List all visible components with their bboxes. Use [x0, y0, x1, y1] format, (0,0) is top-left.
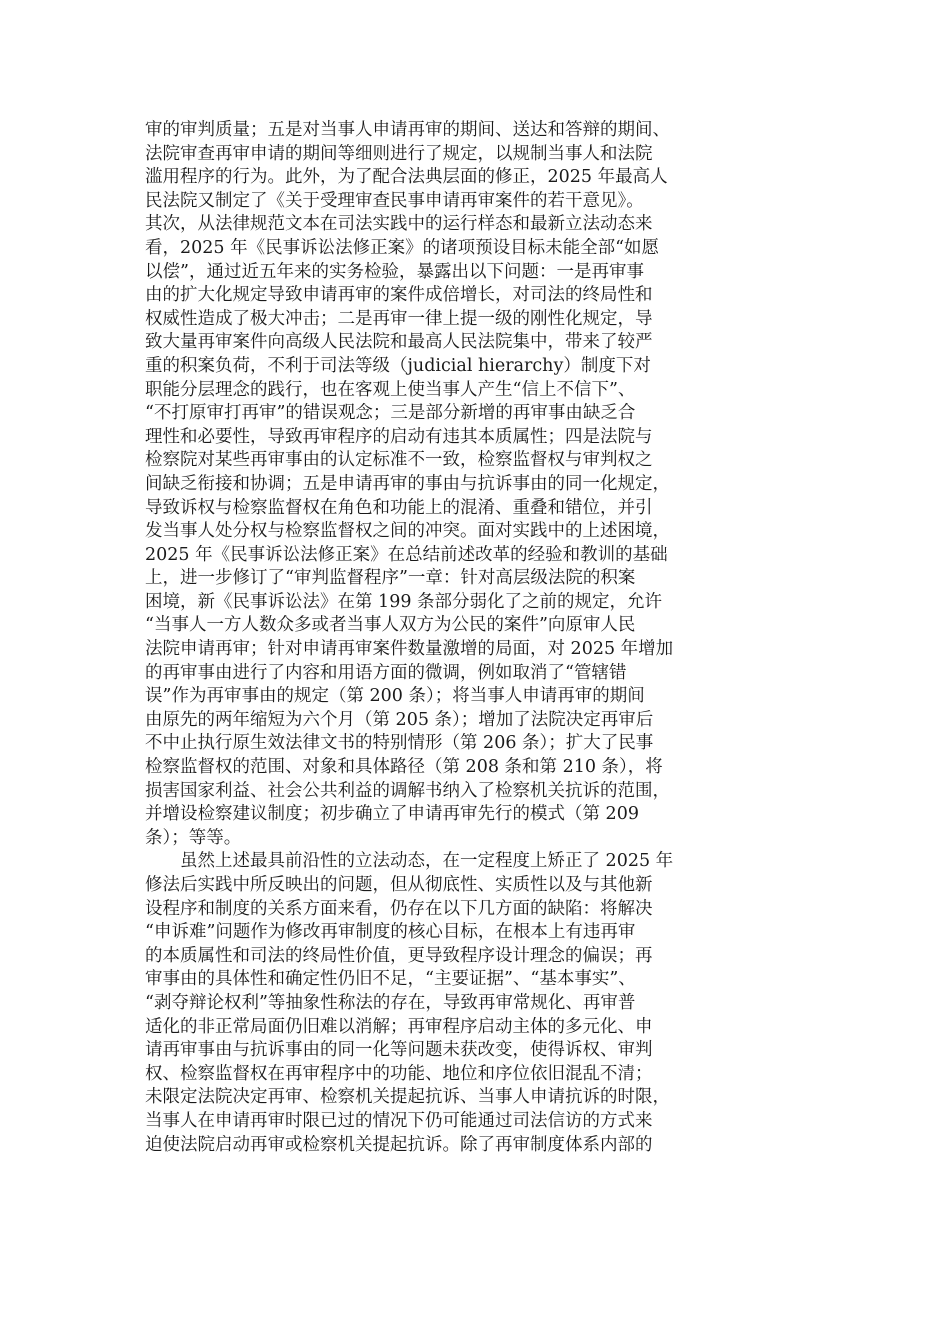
text-line: 请再审事由与抗诉事由的同一化等问题未获改变，使得诉权、审判	[145, 1040, 653, 1061]
text-line: “剥夺辩论权利”等抽象性称法的存在，导致再审常规化、再审普	[145, 992, 636, 1013]
text-line: 间缺乏衔接和协调；五是申请再审的事由与抗诉事由的同一化规定，	[145, 473, 670, 494]
text-line: 困境，新《民事诉讼法》在第 199 条部分弱化了之前的规定，允许	[145, 591, 663, 612]
text-line: 设程序和制度的关系方面来看，仍存在以下几方面的缺陷：将解决	[145, 898, 653, 919]
text-line: 2025 年《民事诉讼法修正案》在总结前述改革的经验和教训的基础	[145, 544, 668, 565]
text-line: 并增设检察建议制度；初步确立了申请再审先行的模式（第 209	[145, 804, 639, 825]
text-line: 当事人在申请再审时限已过的情况下仍可能通过司法信访的方式来	[145, 1110, 653, 1131]
text-line: 权、检察监督权在再审程序中的功能、地位和序位依旧混乱不清；	[145, 1063, 653, 1084]
text-line: 的本质属性和司法的终局性价值，更导致程序设计理念的偏误；再	[145, 945, 653, 966]
text-line: 以偿”，通过近五年来的实务检验，暴露出以下问题：一是再审事	[145, 261, 644, 282]
text-line: 损害国家利益、社会公共利益的调解书纳入了检察机关抗诉的范围，	[145, 780, 670, 801]
text-line: 民法院又制定了《关于受理审查民事申请再审案件的若干意见》。	[145, 190, 644, 211]
text-line: 的再审事由进行了内容和用语方面的微调，例如取消了“管辖错	[145, 662, 627, 683]
body-text	[145, 119, 805, 1157]
text-line: 致大量再审案件向高级人民法院和最高人民法院集中，带来了较严	[145, 332, 653, 353]
text-line: 法院审查再审申请的期间等细则进行了规定，以规制当事人和法院	[145, 143, 653, 164]
text-line: “申诉难”问题作为修改再审制度的核心目标，在根本上有违再审	[145, 922, 636, 943]
text-line: 审的审判质量；五是对当事人申请再审的期间、送达和答辩的期间、	[145, 120, 670, 140]
text-line: 由原先的两年缩短为六个月（第 205 条）；增加了法院决定再审后	[145, 709, 654, 730]
text-line: 修法后实践中所反映出的问题，但从彻底性、实质性以及与其他新	[145, 875, 653, 895]
text-line: 检察院对某些再审事由的认定标准不一致，检察监督权与审判权之	[145, 450, 653, 471]
text-line: 条）；等等。	[145, 827, 242, 848]
text-line: 适化的非正常局面仍旧难以消解；再审程序启动主体的多元化、申	[145, 1016, 653, 1037]
text-line: 权威性造成了极大冲击；二是再审一律上提一级的刚性化规定，导	[145, 308, 653, 329]
text-line: 虽然上述最具前沿性的立法动态，在一定程度上矫正了 2025 年	[145, 851, 674, 872]
text-line: 迫使法院启动再审或检察机关提起抗诉。除了再审制度体系内部的	[145, 1134, 653, 1155]
text-line: 法院申请再审；针对申请再审案件数量激增的局面，对 2025 年增加	[145, 639, 674, 660]
text-line: 导致诉权与检察监督权在角色和功能上的混淆、重叠和错位，并引	[145, 497, 653, 518]
text-line: 未限定法院决定再审、检察机关提起抗诉、当事人申请抗诉的时限，	[145, 1087, 670, 1108]
text-line: 重的积案负荷，不利于司法等级（judicial hierarchy）制度下对	[145, 355, 651, 376]
text-line: 审事由的具体性和确定性仍旧不足，“主要证据”、“基本事实”、	[145, 969, 636, 990]
text-line: 理性和必要性，导致再审程序的启动有违其本质属性；四是法院与	[145, 426, 653, 447]
text-line: 滥用程序的行为。此外，为了配合法典层面的修正，2025 年最高人	[145, 167, 668, 188]
text-line: 由的扩大化规定导致申请再审的案件成倍增长，对司法的终局性和	[145, 285, 653, 306]
text-line: 不中止执行原生效法律文书的特别情形（第 206 条）；扩大了民事	[145, 733, 654, 754]
text-line: 检察监督权的范围、对象和具体路径（第 208 条和第 210 条），将	[145, 757, 663, 778]
text-line: 上，进一步修订了“审判监督程序”一章：针对高层级法院的积案	[145, 568, 636, 589]
text-line: “不打原审打再审”的错误观念；三是部分新增的再审事由缺乏合	[145, 403, 636, 424]
text-line: 看，2025 年《民事诉讼法修正案》的诸项预设目标未能全部“如愿	[145, 237, 660, 258]
text-line: 误”作为再审事由的规定（第 200 条）；将当事人申请再审的期间	[145, 686, 645, 707]
text-line: 职能分层理念的践行，也在客观上使当事人产生“信上不信下”、	[145, 379, 636, 400]
text-line: 其次，从法律规范文本在司法实践中的运行样态和最新立法动态来	[145, 214, 653, 235]
text-line: “当事人一方人数众多或者当事人双方为公民的案件”向原审人民	[145, 615, 636, 636]
text-line: 发当事人处分权与检察监督权之间的冲突。面对实践中的上述困境，	[145, 521, 670, 542]
